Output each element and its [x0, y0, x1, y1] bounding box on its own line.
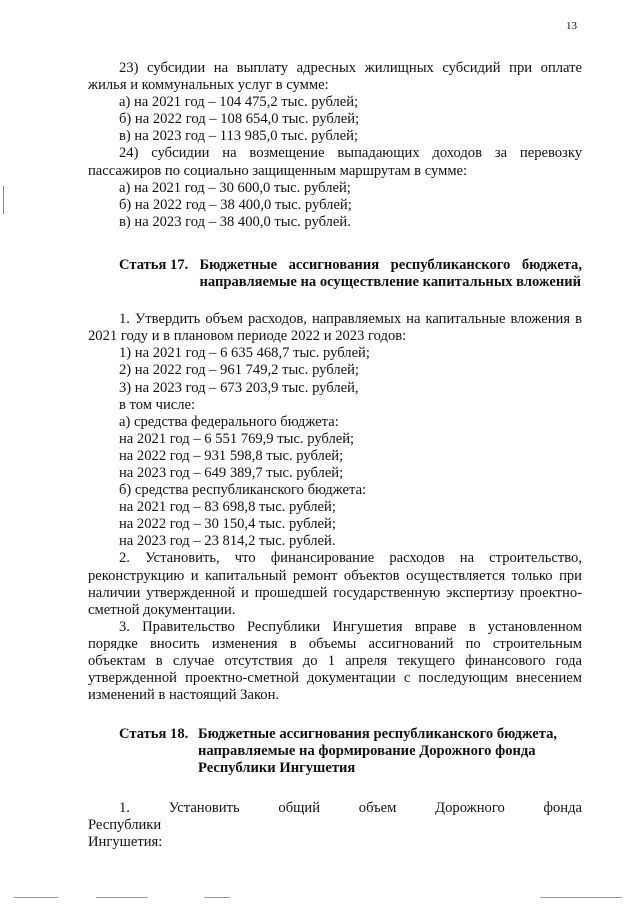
article-17-p1-item-1: 1) на 2021 год – 6 635 468,7 тыс. рублей;: [119, 345, 370, 362]
article-17-republic-2022: на 2022 год – 30 150,4 тыс. рублей;: [119, 516, 336, 533]
document-body: [88, 60, 582, 851]
scan-artifact-bottom-3: [204, 897, 230, 898]
section-23-intro: 23) субсидии на выплату адресных жилищных субсидий при оплате жилья и коммунальных услуг в сумме:: [88, 60, 582, 94]
article-18-p1-line-1: 1. Установить общий объем Дорожного фонда Республики: [88, 799, 582, 833]
article-18-title: [198, 726, 578, 777]
article-17-republic-2021: на 2021 год – 83 698,8 тыс. рублей;: [119, 499, 336, 516]
article-18-heading: [119, 726, 582, 777]
article-18-number: Статья 18.: [119, 726, 189, 743]
article-17-federal-2022: на 2022 год – 931 598,8 тыс. рублей;: [119, 447, 344, 464]
section-23-item-b: б) на 2022 год – 108 654,0 тыс. рублей;: [119, 111, 360, 128]
article-17-p1-intro: 1. Утвердить объем расходов, направляемых на капитальные вложения в 2021 году и в плановом периоде 2022 и 2023 годов:: [88, 311, 582, 345]
article-17-republic-2023: на 2023 год – 23 814,2 тыс. рублей.: [119, 533, 336, 550]
article-17-federal-2023: на 2023 год – 649 389,7 тыс. рублей;: [119, 464, 344, 481]
article-17-heading: [119, 257, 582, 291]
article-17-number: Статья 17.: [119, 256, 189, 273]
article-17-federal-2021: на 2021 год – 6 551 769,9 тыс. рублей;: [119, 430, 355, 447]
article-18-title-line-2: направляемые на формирование Дорожного фонда: [198, 743, 536, 760]
scan-artifact-left: [3, 186, 4, 214]
article-18-p1-line-2: Ингушетия:: [88, 833, 163, 850]
article-17-including: в том числе:: [119, 396, 196, 413]
scan-artifact-bottom-2: [96, 897, 148, 898]
article-17-federal-label: а) средства федерального бюджета:: [119, 413, 339, 430]
article-17-p3: 3. Правительство Республики Ингушетия вправе в установленном порядке вносить изменения в объемы ассигнований по строительным объектам в случае отсутствия до 1 апреля текущего финансового года утвержденной проектно-сметной документации с последующим внесением изменений в настоящий Закон.: [88, 618, 582, 704]
scan-artifact-bottom-4: [540, 897, 622, 898]
article-17-p2: 2. Установить, что финансирование расходов на строительство, реконструкцию и капитальный ремонт объектов осуществляется только при наличии утвержденной и прошедшей государственную экспертизу проектно-сметной документации.: [88, 550, 582, 618]
article-18-title-line-1: Бюджетные ассигнования республиканского бюджета,: [198, 726, 558, 743]
scan-artifact-bottom-1: [14, 897, 58, 898]
article-18-title-line-3: Республики Ингушетия: [198, 760, 356, 777]
section-24-item-c: в) на 2023 год – 38 400,0 тыс. рублей.: [119, 213, 351, 230]
section-24-intro: 24) субсидии на возмещение выпадающих доходов за перевозку пассажиров по социально защищенным маршрутам в сумме:: [88, 145, 582, 179]
article-17-p1-item-2: 2) на 2022 год – 961 749,2 тыс. рублей;: [119, 362, 359, 379]
page-number: 13: [566, 20, 577, 32]
article-17-p1-item-3: 3) на 2023 год – 673 203,9 тыс. рублей,: [119, 379, 359, 396]
section-24-item-a: а) на 2021 год – 30 600,0 тыс. рублей;: [119, 179, 351, 196]
section-24-item-b: б) на 2022 год – 38 400,0 тыс. рублей;: [119, 196, 352, 213]
section-23-item-a: а) на 2021 год – 104 475,2 тыс. рублей;: [119, 94, 359, 111]
article-17-republic-label: б) средства республиканского бюджета:: [119, 482, 367, 499]
section-23-item-c: в) на 2023 год – 113 985,0 тыс. рублей;: [119, 128, 359, 145]
article-17-title: Бюджетные ассигнования республиканского бюджета, направляемые на осуществление капитальных вложений: [199, 256, 582, 291]
